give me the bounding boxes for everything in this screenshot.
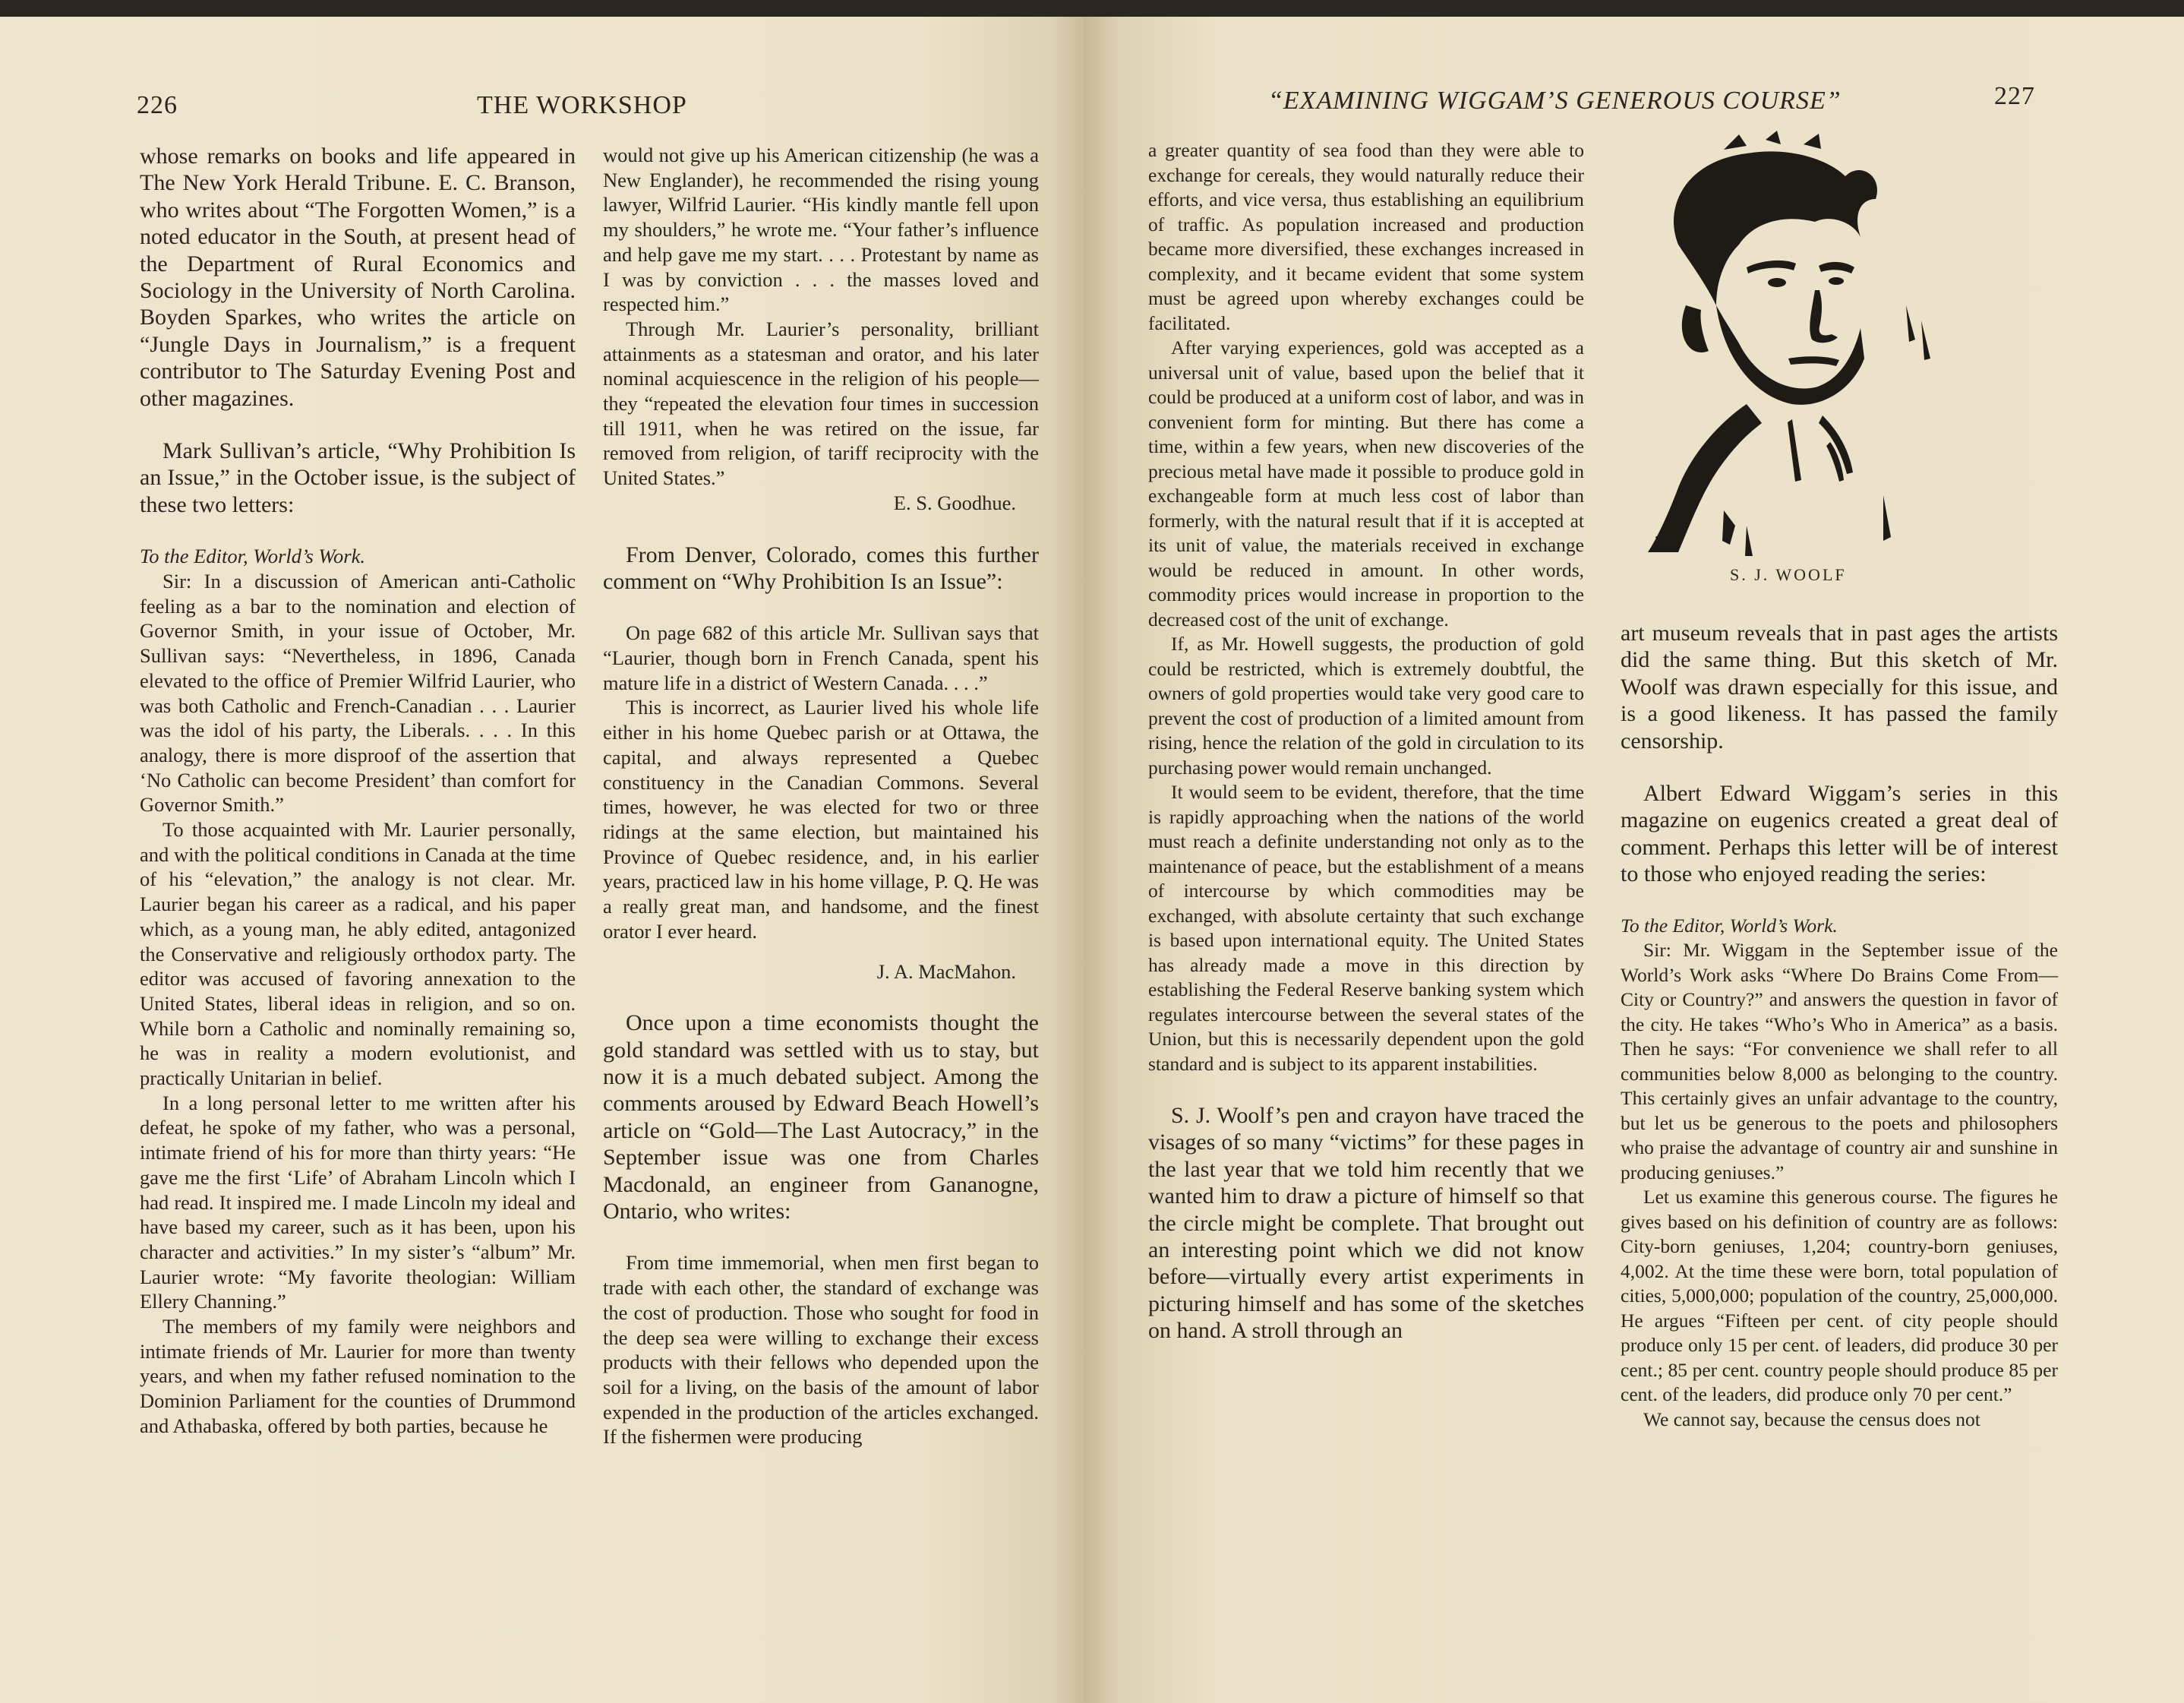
- paragraph: Sir: In a discussion of American anti-Catholic feeling as a bar to the nomination and election of Governor Smith, in your issue of October, Mr. Sullivan says: “Nevertheless, in 1896, Canada elevated to the office of Premier Wilfrid Laurier, who was both Catholic and French-Canadian . . . Laurier was the idol of his party, the Liberals. . . . In this analogy, there is more disproof of the assertion that ‘No Catholic can become President’ than comfort for Governor Smith.”: [140, 569, 576, 817]
- paragraph: From Denver, Colorado, comes this further comment on “Why Prohibition Is an Issue”:: [603, 542, 1039, 594]
- page-number: 226: [137, 91, 178, 119]
- paragraph: On page 682 of this article Mr. Sullivan says that “Laurier, though born in French Canada, spent his mature life in a district of Western Canada. . . .”: [603, 621, 1039, 694]
- paragraph: From time immemorial, when men first began to trade with each other, the standard of exchange was the cost of production. Those who sought for food in the deep sea were willing to exchange their excess products with their fellows who depended upon the soil for a living, on the basis of the amount of labor expended in the production of the articles exchanged. If the fishermen were producing: [603, 1251, 1039, 1449]
- signature: E. S. Goodhue.: [893, 491, 1016, 514]
- paragraph: This is incorrect, as Laurier lived his whole life either in his home Quebec parish or at Ottawa, the capital, and always represented a Quebec constituency in the Canadian Commons. Several times, however, he was elected for two or three ridings at the same election, but maintained his Province of Quebec residence, and, in his earlier years, practiced law in his home village, P. Q. He was a really great man, and handsome, and the finest orator I ever heard.: [603, 696, 1039, 943]
- paragraph: Albert Edward Wiggam’s series in this magazine on eugenics created a great deal of comment. Perhaps this letter will be of interest to those who enjoyed reading the series:: [1621, 781, 2058, 887]
- paragraph: would not give up his American citizenship (he was a New Englander), he recommended the rising young lawyer, Wilfrid Laurier. “His kindly mantle fell upon my shoulders,” he wrote me. “Your father’s influence and help gave me my start. . . . Protestant by name as I was by conviction . . . the masses loved and respected him.”: [603, 144, 1039, 316]
- paragraph: It would seem to be evident, therefore, that the time is rapidly approaching when the nations of the world must reach a definite understanding not only as to the maintenance of peace, but the establishment of a means of intercourse by which commodities may be exchanged, with absolute certainty that such exchange is based upon international equity. The United States has already made a move in this direction by establishing the Federal Reserve banking system which regulates intercourse between the several states of the Union, but this is necessarily dependent upon the gold standard and is subject to its apparent instabilities.: [1148, 781, 1584, 1075]
- paragraph: Once upon a time economists thought the gold standard was settled with us to stay, but now it is a much debated subject. Among the comments aroused by Edward Beach Howell’s article on “Gold—The Last Autocracy,” in the September issue was one from Charles Macdonald, an engineer from Gananogne, Ontario, who writes:: [603, 1010, 1039, 1224]
- paragraph: In a long personal letter to me written after his defeat, he spoke of my father, who was a personal, intimate friend of his for more than thirty years: “He gave me the first ‘Life’ of Abraham Lincoln which I had read. It inspired me. I made Lincoln my ideal and have based my career, such as it has been, upon his character and activities.” In my sister’s “album” Mr. Laurier wrote: “My favorite theologian: William Ellery Channing.”: [140, 1091, 576, 1313]
- paragraph: a greater quantity of sea food than they were able to exchange for cereals, they would naturally reduce their efforts, and vice versa, thus establishing an equilibrium of traffic. As population increased and production became more diversified, these exchanges increased in complexity, and it became evident that some system must be agreed upon whereby exchanges could be facilitated.: [1148, 139, 1584, 334]
- portrait-sketch: [1633, 131, 1952, 556]
- paragraph: art museum reveals that in past ages the artists did the same thing. But this sketch of Mr. Woolf was drawn especially for this issue, and is a good likeness. It has passed the family censorship.: [1621, 621, 2058, 754]
- paragraph: Let us examine this generous course. The figures he gives based on his definition of country are as follows: City-born geniuses, 1,204; country-born geniuses, 4,002. At the time these were born, total population of cities, 5,000,000; population of the country, 25,000,000. He argues “Fifteen per cent. of city people should produce only 15 per cent. of leaders, did produce 30 per cent.; 85 per cent. country people should produce 85 per cent. of the leaders, did produce only 70 per cent.”: [1621, 1186, 2058, 1406]
- paragraph: Through Mr. Laurier’s personality, brilliant attainments as a statesman and orator, and his later nominal acquiescence in the religion of his people—they “repeated the elevation four times in succession till 1911, when he was retired on the issue, far removed from religion, of tariff reciprocity with the United States.”: [603, 317, 1039, 490]
- letter-salutation: To the Editor, World’s Work.: [1621, 914, 1838, 937]
- paragraph: After varying experiences, gold was accepted as a universal unit of value, based upon the belief that it could be produced at a uniform cost of labor, and was in convenient form for minting. But there has come a time, within a few years, when new discoveries of the precious metal have made it possible to produce gold in exchangeable form at much less cost of labor than formerly, with the natural result that if it is accepted at its unit of value, the materials received in exchange would be reduced in amount. In other words, commodity prices would increase in proportion to the decreased cost of the unit of exchange.: [1148, 336, 1584, 630]
- paragraph: S. J. Woolf’s pen and crayon have traced the visages of so many “victims” for these pages in the last year that we told him recently that we wanted him to draw a picture of himself so that the circle might be complete. That brought out an interesting point which we did not know before—virtually every artist experiments in picturing himself and has some of the sketches on hand. A stroll through an: [1148, 1103, 1584, 1344]
- column-1: [140, 143, 576, 1439]
- left-page: [0, 17, 1084, 1703]
- signature: J. A. MacMahon.: [876, 959, 1016, 983]
- right-page: [1084, 17, 2184, 1703]
- paragraph: whose remarks on books and life appeared in The New York Herald Tribune. E. C. Branson, who writes about “The Forgotten Women,” is a noted educator in the South, at present head of the Department of Rural Economics and Sociology in the University of North Carolina. Boyden Sparkes, who writes the article on “Jungle Days in Journalism,” is a frequent contributor to The Saturday Evening Post and other magazines.: [140, 144, 576, 411]
- running-head: THE WORKSHOP: [477, 91, 687, 119]
- page-number: 227: [1994, 82, 2035, 110]
- portrait-caption: S. J. WOOLF: [1730, 565, 1847, 584]
- paragraph: The members of my family were neighbors and intimate friends of Mr. Laurier for more than twenty years, and when my father refused nomination to the Dominion Parliament for the counties of Drummond and Athabaska, offered by both parties, because he: [140, 1315, 576, 1437]
- paragraph: To those acquainted with Mr. Laurier personally, and with the political conditions in Canada at the time of his “elevation,” the analogy is not clear. Mr. Laurier began his career as a radical, and his paper which, as a young man, he ably edited, antagonized the Conservative and religiously orthodox party. The editor was accused of favoring annexation to the United States, liberal ideas in religion, and so on. While born a Catholic and nominally remaining so, he was in reality a modern evolutionist, and practically Unitarian in belief.: [140, 818, 576, 1090]
- running-head: “EXAMINING WIGGAM’S GENEROUS COURSE”: [1268, 87, 1842, 115]
- column-2: [1621, 620, 2058, 1432]
- paragraph: We cannot say, because the census does not: [1643, 1408, 1980, 1430]
- column-2: [603, 143, 1039, 1449]
- paragraph: Sir: Mr. Wiggam in the September issue of the World’s Work asks “Where Do Brains Come From—City or Country?” and answers the question in favor of the city. He takes “Who’s Who in America” as a basis. Then he says: “For convenience we shall refer to all communities below 8,000 as belonging to the country. This certainly gives an unfair advantage to the country, but let us be generous to the poets and philosophers who praise the advantage of country air and sunshine in producing geniuses.”: [1621, 939, 2058, 1183]
- paragraph: Mark Sullivan’s article, “Why Prohibition Is an Issue,” in the October issue, is the subject of these two letters:: [140, 438, 576, 517]
- column-1: [1148, 138, 1584, 1344]
- letter-salutation: To the Editor, World’s Work.: [140, 545, 365, 568]
- paragraph: If, as Mr. Howell suggests, the production of gold could be restricted, which is extremely doubtful, the owners of gold properties would take very good care to prevent the cost of production of a limited amount from rising, hence the relation of the gold in circulation to its purchasing power would remain unchanged.: [1148, 633, 1584, 779]
